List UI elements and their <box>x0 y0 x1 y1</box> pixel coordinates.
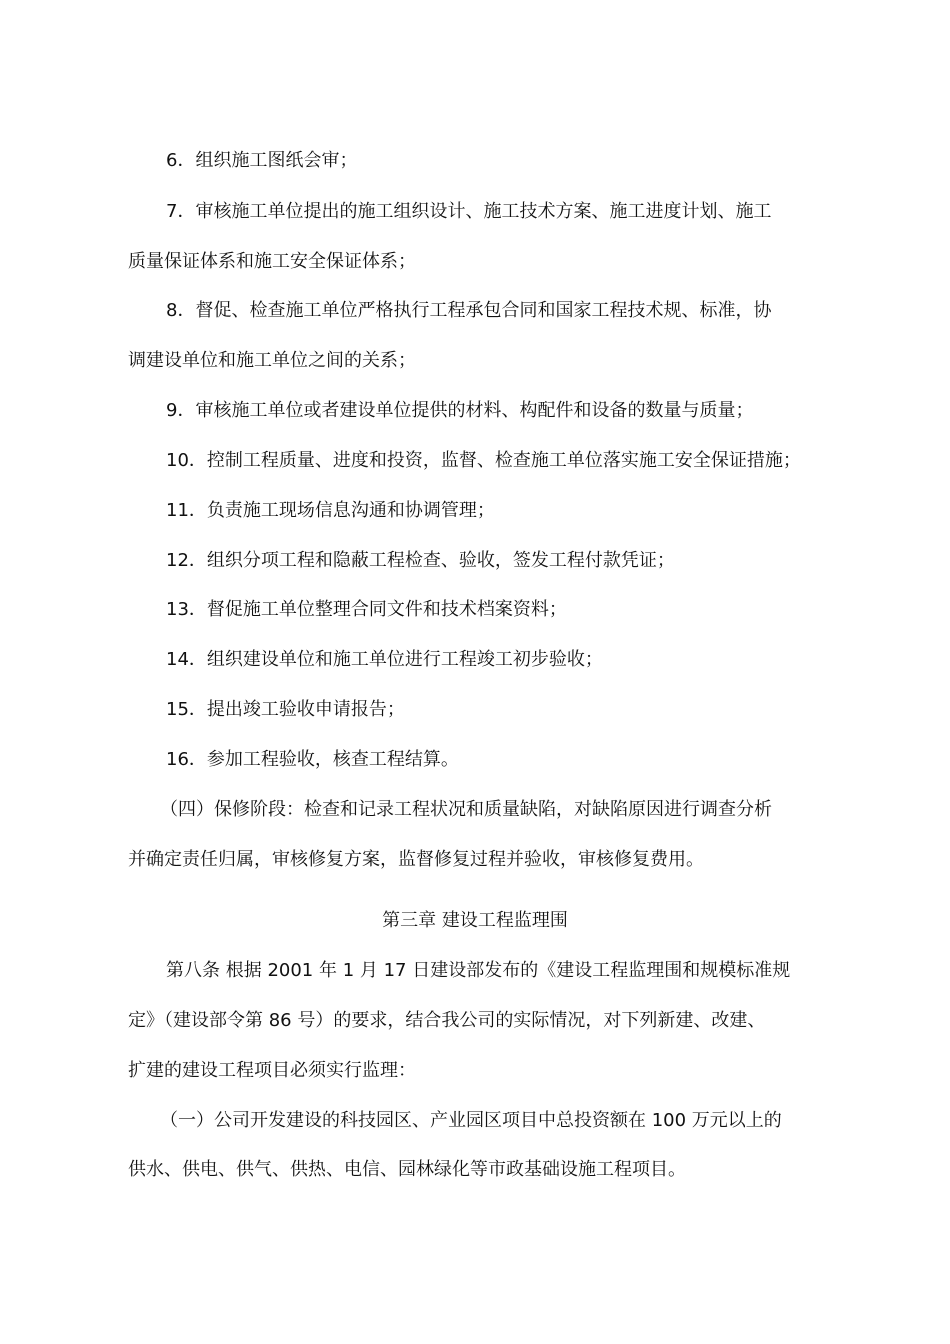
text-line: 16．参加工程验收，核查工程结算。 <box>166 749 459 770</box>
chapter-heading: 第三章 建设工程监理围 <box>382 910 568 931</box>
text-line: 9．审核施工单位或者建设单位提供的材料、构配件和设备的数量与质量； <box>166 400 754 421</box>
text-line: 15．提出竣工验收申请报告； <box>166 699 405 720</box>
text-line: 11．负责施工现场信息沟通和协调管理； <box>166 500 495 521</box>
text-line: 定》（建设部令第 86 号）的要求，结合我公司的实际情况，对下列新建、改建、 <box>128 1010 766 1031</box>
text-line: 13．督促施工单位整理合同文件和技术档案资料； <box>166 599 567 620</box>
text-line: 质量保证体系和施工安全保证体系； <box>128 251 416 272</box>
text-line: （四）保修阶段：检查和记录工程状况和质量缺陷，对缺陷原因进行调查分析 <box>160 799 772 820</box>
text-line: 第八条 根据 2001 年 1 月 17 日建设部发布的《建设工程监理围和规模标准规 <box>166 960 791 981</box>
text-line: 8．督促、检查施工单位严格执行工程承包合同和国家工程技术规、标准，协 <box>166 300 772 321</box>
text-line: 扩建的建设工程项目必须实行监理： <box>128 1060 416 1081</box>
text-line: 供水、供电、供气、供热、电信、园林绿化等市政基础设施工程项目。 <box>128 1159 686 1180</box>
text-line: 10．控制工程质量、进度和投资，监督、检查施工单位落实施工安全保证措施； <box>166 450 801 471</box>
text-line: 14．组织建设单位和施工单位进行工程竣工初步验收； <box>166 649 603 670</box>
text-line: 调建设单位和施工单位之间的关系； <box>128 350 416 371</box>
text-line: 12．组织分项工程和隐蔽工程检查、验收，签发工程付款凭证； <box>166 550 675 571</box>
text-line: 6．组织施工图纸会审； <box>166 150 358 171</box>
text-line: （一）公司开发建设的科技园区、产业园区项目中总投资额在 100 万元以上的 <box>160 1110 782 1131</box>
text-line: 并确定责任归属，审核修复方案，监督修复过程并验收，审核修复费用。 <box>128 849 704 870</box>
text-line: 7．审核施工单位提出的施工组织设计、施工技术方案、施工进度计划、施工 <box>166 201 772 222</box>
